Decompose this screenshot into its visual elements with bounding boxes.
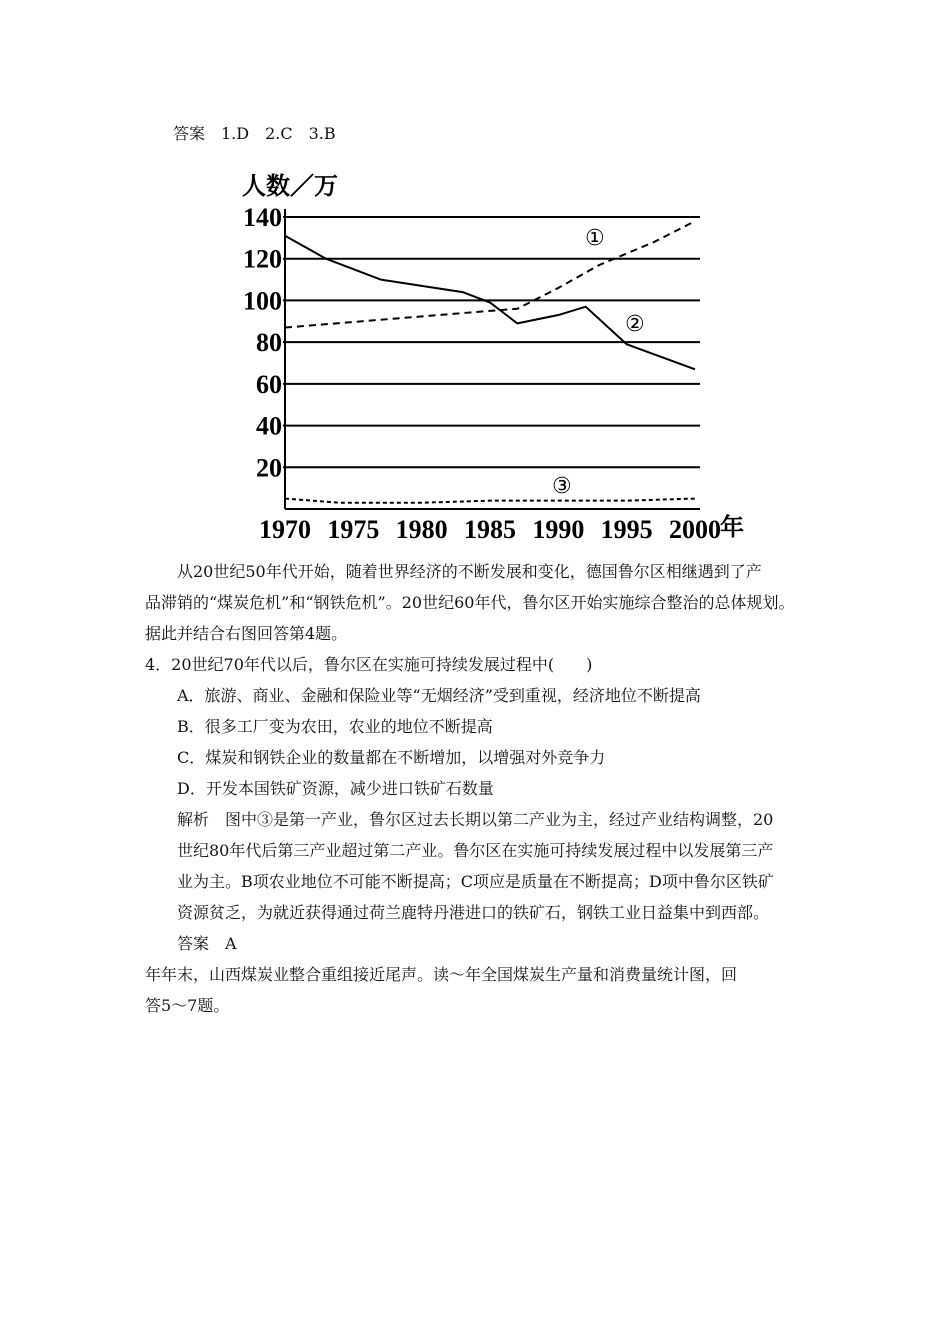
series-line-3 <box>285 499 695 503</box>
y-tick-label-40: 40 <box>256 411 282 441</box>
x-axis-ticks <box>259 515 721 544</box>
intro-line-3: 据此并结合右图回答第4题。 <box>145 624 348 643</box>
next-intro-line-1: 年年末，山西煤炭业整合重组接近尾声。读～年全国煤炭生产量和消费量统计图，回 <box>145 965 738 984</box>
x-tick-label-1990: 1990 <box>532 515 585 544</box>
y-axis-ticks <box>243 203 282 482</box>
intro-line-2: 品滞销的“煤炭危机”和“钢铁危机”。20世纪60年代，鲁尔区开始实施综合整治的总体规划。 <box>145 593 795 612</box>
y-tick-label-100: 100 <box>243 286 282 316</box>
option-c: C．煤炭和钢铁企业的数量都在不断增加，以增强对外竞争力 <box>177 748 606 767</box>
answers-top: 答案 1.D 2.C 3.B <box>173 124 336 143</box>
y-tick-label-20: 20 <box>256 453 282 483</box>
employment-line-chart <box>230 165 760 550</box>
y-tick-label-60: 60 <box>256 369 282 399</box>
y-tick-label-140: 140 <box>243 203 282 232</box>
chart-gridlines <box>283 209 700 509</box>
intro-line-1: 从20世纪50年代开始，随着世界经济的不断发展和变化，德国鲁尔区相继遇到了产 <box>177 562 762 581</box>
analysis-line-3: 业为主。B项农业地位不可能不断提高；C项应是质量在不断提高；D项中鲁尔区铁矿 <box>177 872 774 891</box>
question-4-stem: 4．20世纪70年代以后，鲁尔区在实施可持续发展过程中( ) <box>145 655 593 674</box>
y-tick-label-80: 80 <box>256 328 282 358</box>
x-tick-label-1985: 1985 <box>464 515 516 544</box>
next-intro-line-2: 答5～7题。 <box>145 996 230 1015</box>
y-axis-title: 人数／万 <box>242 172 338 200</box>
x-tick-label-1975: 1975 <box>327 515 380 544</box>
answer-4: 答案 A <box>177 934 237 953</box>
series-label-2: ② <box>625 312 645 337</box>
analysis-line-2: 世纪80年代后第三产业超过第二产业。鲁尔区在实施可持续发展过程中以发展第三产 <box>177 841 774 860</box>
series-line-2 <box>285 236 695 369</box>
option-a: A．旅游、商业、金融和保险业等“无烟经济”受到重视，经济地位不断提高 <box>177 686 701 705</box>
option-d: D．开发本国铁矿资源，减少进口铁矿石数量 <box>177 779 494 798</box>
x-tick-label-1980: 1980 <box>395 515 448 544</box>
x-tick-label-2000: 2000 <box>669 515 721 544</box>
analysis-line-1: 解析 图中③是第一产业，鲁尔区过去长期以第二产业为主，经过产业结构调整，20 <box>177 810 774 829</box>
x-tick-label-1970: 1970 <box>259 515 311 544</box>
x-axis-unit: 年 <box>720 513 744 541</box>
option-b: B．很多工厂变为农田，农业的地位不断提高 <box>177 717 493 736</box>
analysis-line-4: 资源贫乏，为就近获得通过荷兰鹿特丹港进口的铁矿石，钢铁工业日益集中到西部。 <box>177 903 770 922</box>
y-tick-label-120: 120 <box>243 244 282 274</box>
series-label-1: ① <box>585 226 605 251</box>
chart-series <box>285 221 695 503</box>
series-label-3: ③ <box>552 474 572 499</box>
x-tick-label-1995: 1995 <box>600 515 653 544</box>
